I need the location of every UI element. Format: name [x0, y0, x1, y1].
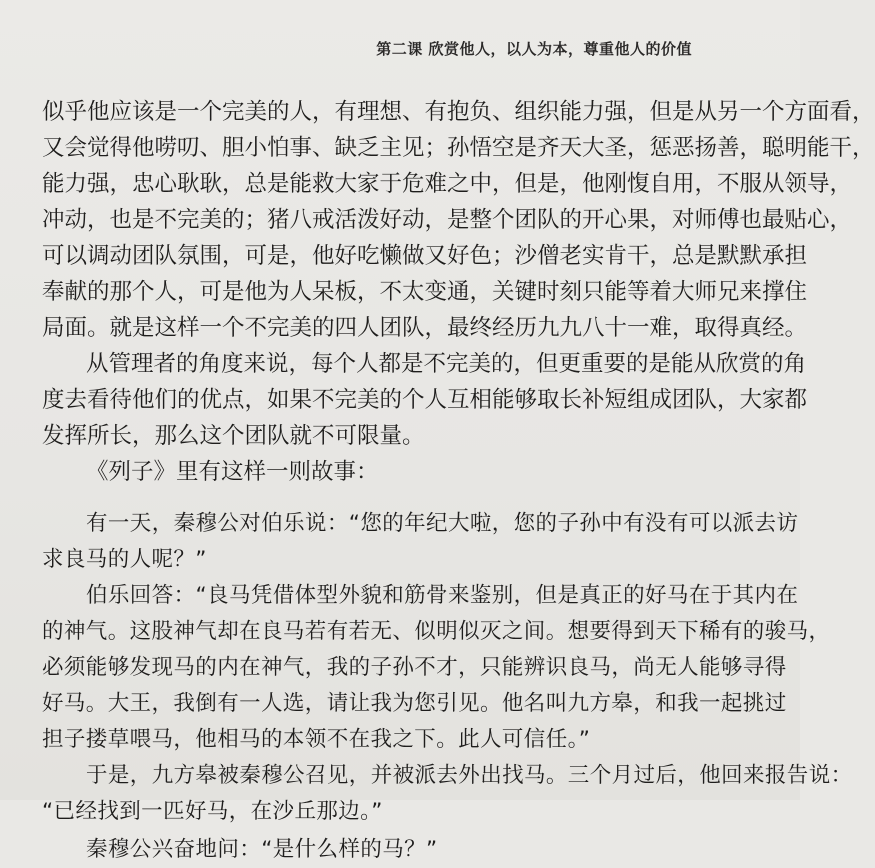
text-line: 发挥所长，那么这个团队就不可限量。 [42, 423, 425, 449]
text-line: 似乎他应该是一个完美的人，有理想、有抱负、组织能力强，但是从另一个方面看， [42, 99, 875, 125]
story-quote [42, 506, 853, 862]
quote-paragraph-4 [42, 832, 742, 862]
text-line: 担子搂草喂马，他相马的本领不在我之下。此人可信任。” [42, 727, 591, 752]
text-line: 秦穆公兴奋地问：“是什么样的马？” [86, 837, 438, 862]
paragraph-3 [42, 454, 742, 490]
text-line: 必须能够发现马的内在神气，我的子孙不才，只能辨识良马，尚无人能够寻得 [42, 655, 787, 680]
text-line: 可以调动团队氛围，可是，他好吃懒做又好色；沙僧老实肯干，总是默默承担 [42, 243, 808, 269]
text-line: 于是，九方皋被秦穆公召见，并被派去外出找马。三个月过后，他回来报告说： [86, 763, 853, 788]
text-line: 奉献的那个人，可是他为人呆板，不太变通，关键时刻只能等着大师兄来撑住 [42, 279, 808, 305]
page-body [42, 94, 875, 862]
text-line: 伯乐回答：“良马凭借体型外貌和筋骨来鉴别，但是真正的好马在于其内在 [86, 583, 799, 608]
text-line: 度去看待他们的优点，如果不完美的个人互相能够取长补短组成团队，大家都 [42, 387, 808, 413]
quote-paragraph-2 [42, 578, 831, 758]
text-line: 《列子》里有这样一则故事： [86, 459, 379, 485]
text-line: 又会觉得他唠叨、胆小怕事、缺乏主见；孙悟空是齐天大圣，惩恶扬善，聪明能干， [42, 135, 875, 161]
running-header: 第二课 欣赏他人，以人为本，尊重他人的价值 [376, 40, 692, 58]
text-line: “已经找到一匹好马，在沙丘那边。” [42, 799, 383, 824]
paragraph-gap [42, 490, 742, 506]
text-line: 好马。大王，我倒有一人选，请让我为您引见。他名叫九方皋，和我一起挑过 [42, 691, 787, 716]
text-line: 能力强，忠心耿耿，总是能救大家于危难之中，但是，他刚愎自用，不服从领导， [42, 171, 853, 197]
text-line: 局面。就是这样一个不完美的四人团队，最终经历九九八十一难，取得真经。 [42, 315, 808, 341]
text-line: 从管理者的角度来说，每个人都是不完美的，但更重要的是能从欣赏的角 [86, 351, 807, 377]
quote-paragraph-1 [42, 506, 799, 578]
text-line: 求良马的人呢？” [42, 547, 207, 572]
paragraph-1 [42, 94, 875, 346]
text-line: 有一天，秦穆公对伯乐说：“您的年纪大啦，您的子孙中有没有可以派去访 [86, 511, 799, 536]
quote-paragraph-3 [42, 758, 853, 830]
text-line: 的神气。这股神气却在良马若有若无、似明似灭之间。想要得到天下稀有的骏马， [42, 619, 831, 644]
paragraph-2 [42, 346, 808, 454]
text-line: 冲动，也是不完美的；猪八戒活泼好动，是整个团队的开心果，对师傅也最贴心， [42, 207, 853, 233]
